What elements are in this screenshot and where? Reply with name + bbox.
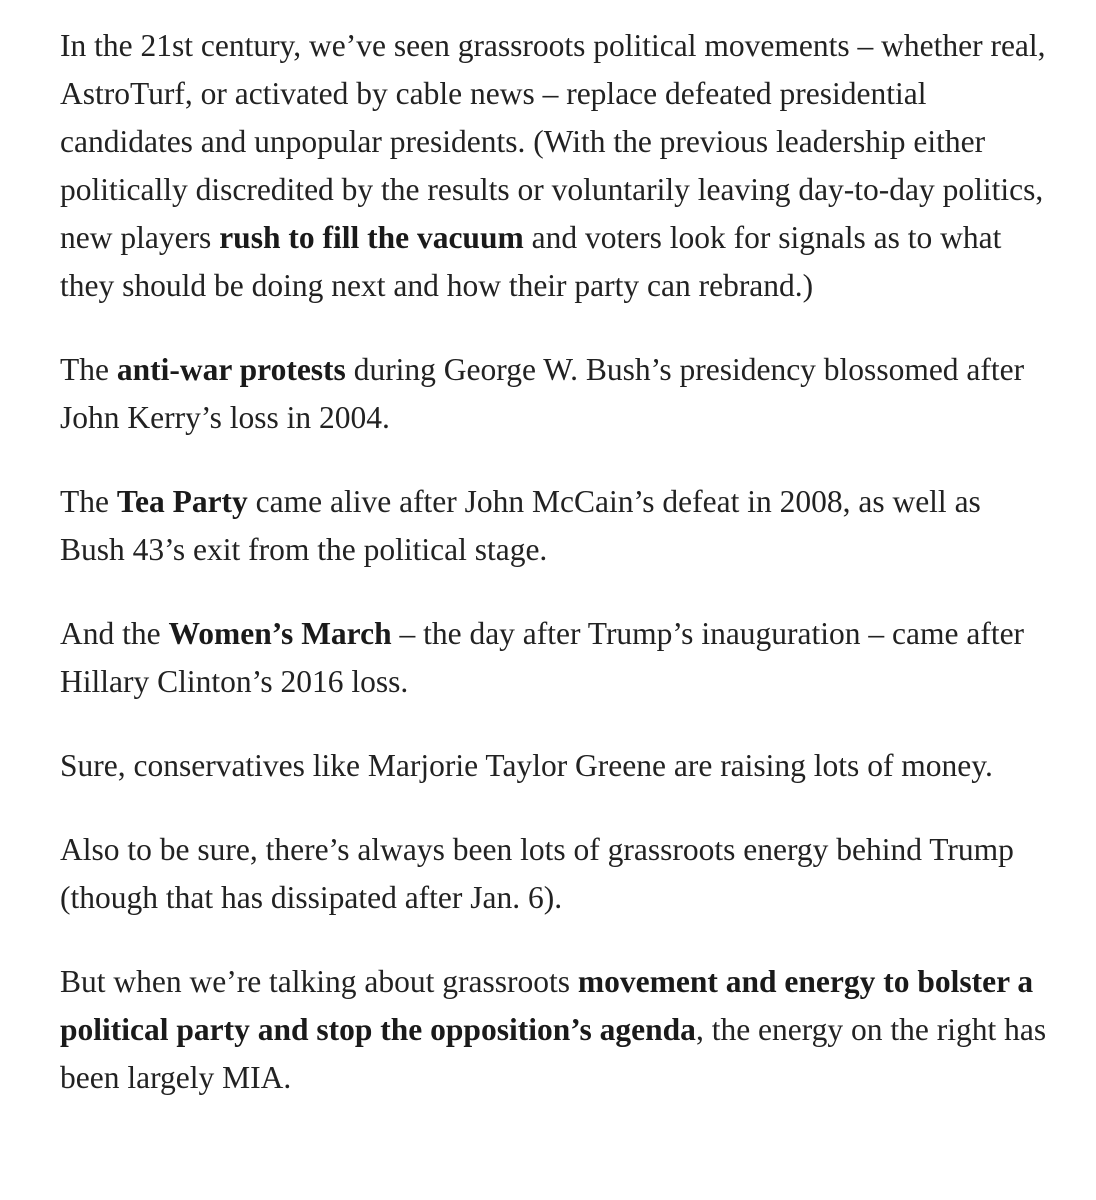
text-run: Also to be sure, there’s always been lots of grassroots energy behind Trump (though that has dissipated after Jan. 6). bbox=[60, 832, 1014, 915]
text-run: The bbox=[60, 484, 117, 519]
paragraph-trump-energy bbox=[60, 826, 1050, 922]
text-run: The bbox=[60, 352, 117, 387]
bold-phrase: movement and energy to bolster a political party and stop the opposition’s agenda bbox=[60, 964, 1034, 1047]
text-run: In the 21st century, we’ve seen grassroots political movements – whether real, AstroTurf, or activated by cable news – replace defeated presidential candidates and unpopular presidents. (With the previous leadership either politically discredited by the results or voluntarily leaving day-to-day politics, new players bbox=[60, 28, 1046, 255]
paragraph-anti-war bbox=[60, 346, 1050, 442]
text-run: – the day after Trump’s inauguration – came after Hillary Clinton’s 2016 loss. bbox=[60, 616, 1025, 699]
bold-phrase: rush to fill the vacuum bbox=[219, 220, 524, 255]
bold-phrase: anti-war protests bbox=[116, 352, 346, 387]
paragraph-energy-mia bbox=[60, 958, 1050, 1102]
text-run: But when we’re talking about grassroots bbox=[60, 964, 578, 999]
bold-phrase: Women’s March bbox=[168, 616, 392, 651]
paragraph-womens-march bbox=[60, 610, 1050, 706]
paragraph-tea-party bbox=[60, 478, 1050, 574]
paragraph-grassroots-intro bbox=[60, 22, 1050, 310]
text-run: , the energy on the right has been largely MIA. bbox=[60, 1012, 1047, 1095]
article-body bbox=[60, 22, 1050, 1138]
paragraph-mtg-money bbox=[60, 742, 1050, 790]
text-run: and voters look for signals as to what they should be doing next and how their party can rebrand.) bbox=[60, 220, 1002, 303]
bold-phrase: Tea Party bbox=[116, 484, 248, 519]
text-run: during George W. Bush’s presidency blossomed after John Kerry’s loss in 2004. bbox=[60, 352, 1025, 435]
text-run: Sure, conservatives like Marjorie Taylor Greene are raising lots of money. bbox=[60, 748, 993, 783]
text-run: came alive after John McCain’s defeat in 2008, as well as Bush 43’s exit from the political stage. bbox=[60, 484, 981, 567]
text-run: And the bbox=[60, 616, 169, 651]
